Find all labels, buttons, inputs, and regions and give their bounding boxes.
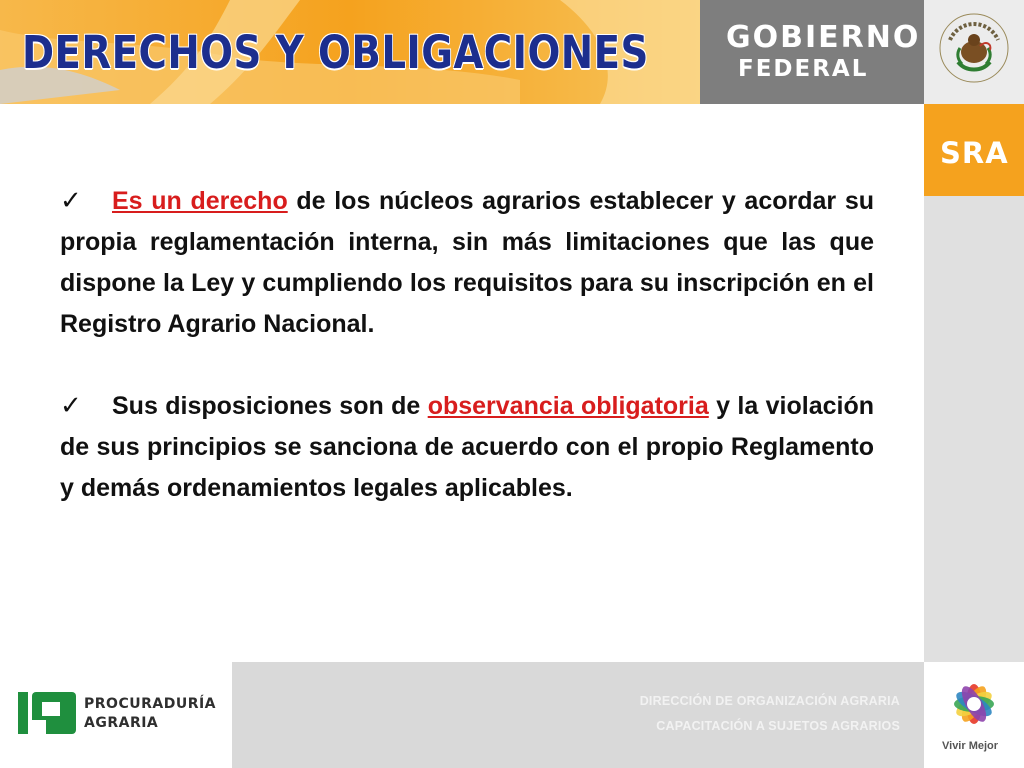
vivir-mejor-logo [924,662,1024,768]
footer-band [232,662,924,768]
footer-line-1: DIRECCIÓN DE ORGANIZACIÓN AGRARIA [639,694,900,708]
sra-badge [924,104,1024,196]
paragraph-text: Sus disposiciones son de [112,392,428,420]
paragraph-text: y la violación de sus principios se sanciona de acuerdo con el propio Reglamento y demás ordenamientos legales aplicables. [60,392,875,502]
content-body [60,180,874,549]
checkmark-icon: ✓ [60,185,82,215]
seal-container [924,0,1024,104]
highlight-text: observancia obligatoria [427,392,709,420]
procuraduria-label: PROCURADURÍA [84,696,217,712]
vivir-mejor-label: Vivir Mejor [942,740,999,752]
list-item [60,385,874,509]
vivir-mejor-flower-icon [924,666,1024,742]
agraria-label: AGRARIA [84,715,159,731]
side-strip [924,196,1024,662]
list-item [60,180,874,345]
checkmark-icon: ✓ [60,390,82,420]
sra-label: SRA [940,136,1009,170]
procuraduria-agraria-logo-icon [18,690,78,736]
gov-line-2: FEDERAL [738,56,869,82]
mexico-seal-icon [936,10,1012,86]
highlight-text: Es un derecho [112,187,288,215]
gobierno-federal-logo [700,0,924,104]
gov-line-1: GOBIERNO [726,20,921,55]
paragraph-text: de los núcleos agrarios establecer y acordar su propia reglamentación interna, sin más limitaciones que las que dispone la Ley y cumpliendo los requisitos para su inscripción en el Registro Agrario Nacional. [60,187,874,338]
footer-line-2: CAPACITACIÓN A SUJETOS AGRARIOS [656,719,900,733]
page-title: DERECHOS Y OBLIGACIONES [22,26,649,79]
